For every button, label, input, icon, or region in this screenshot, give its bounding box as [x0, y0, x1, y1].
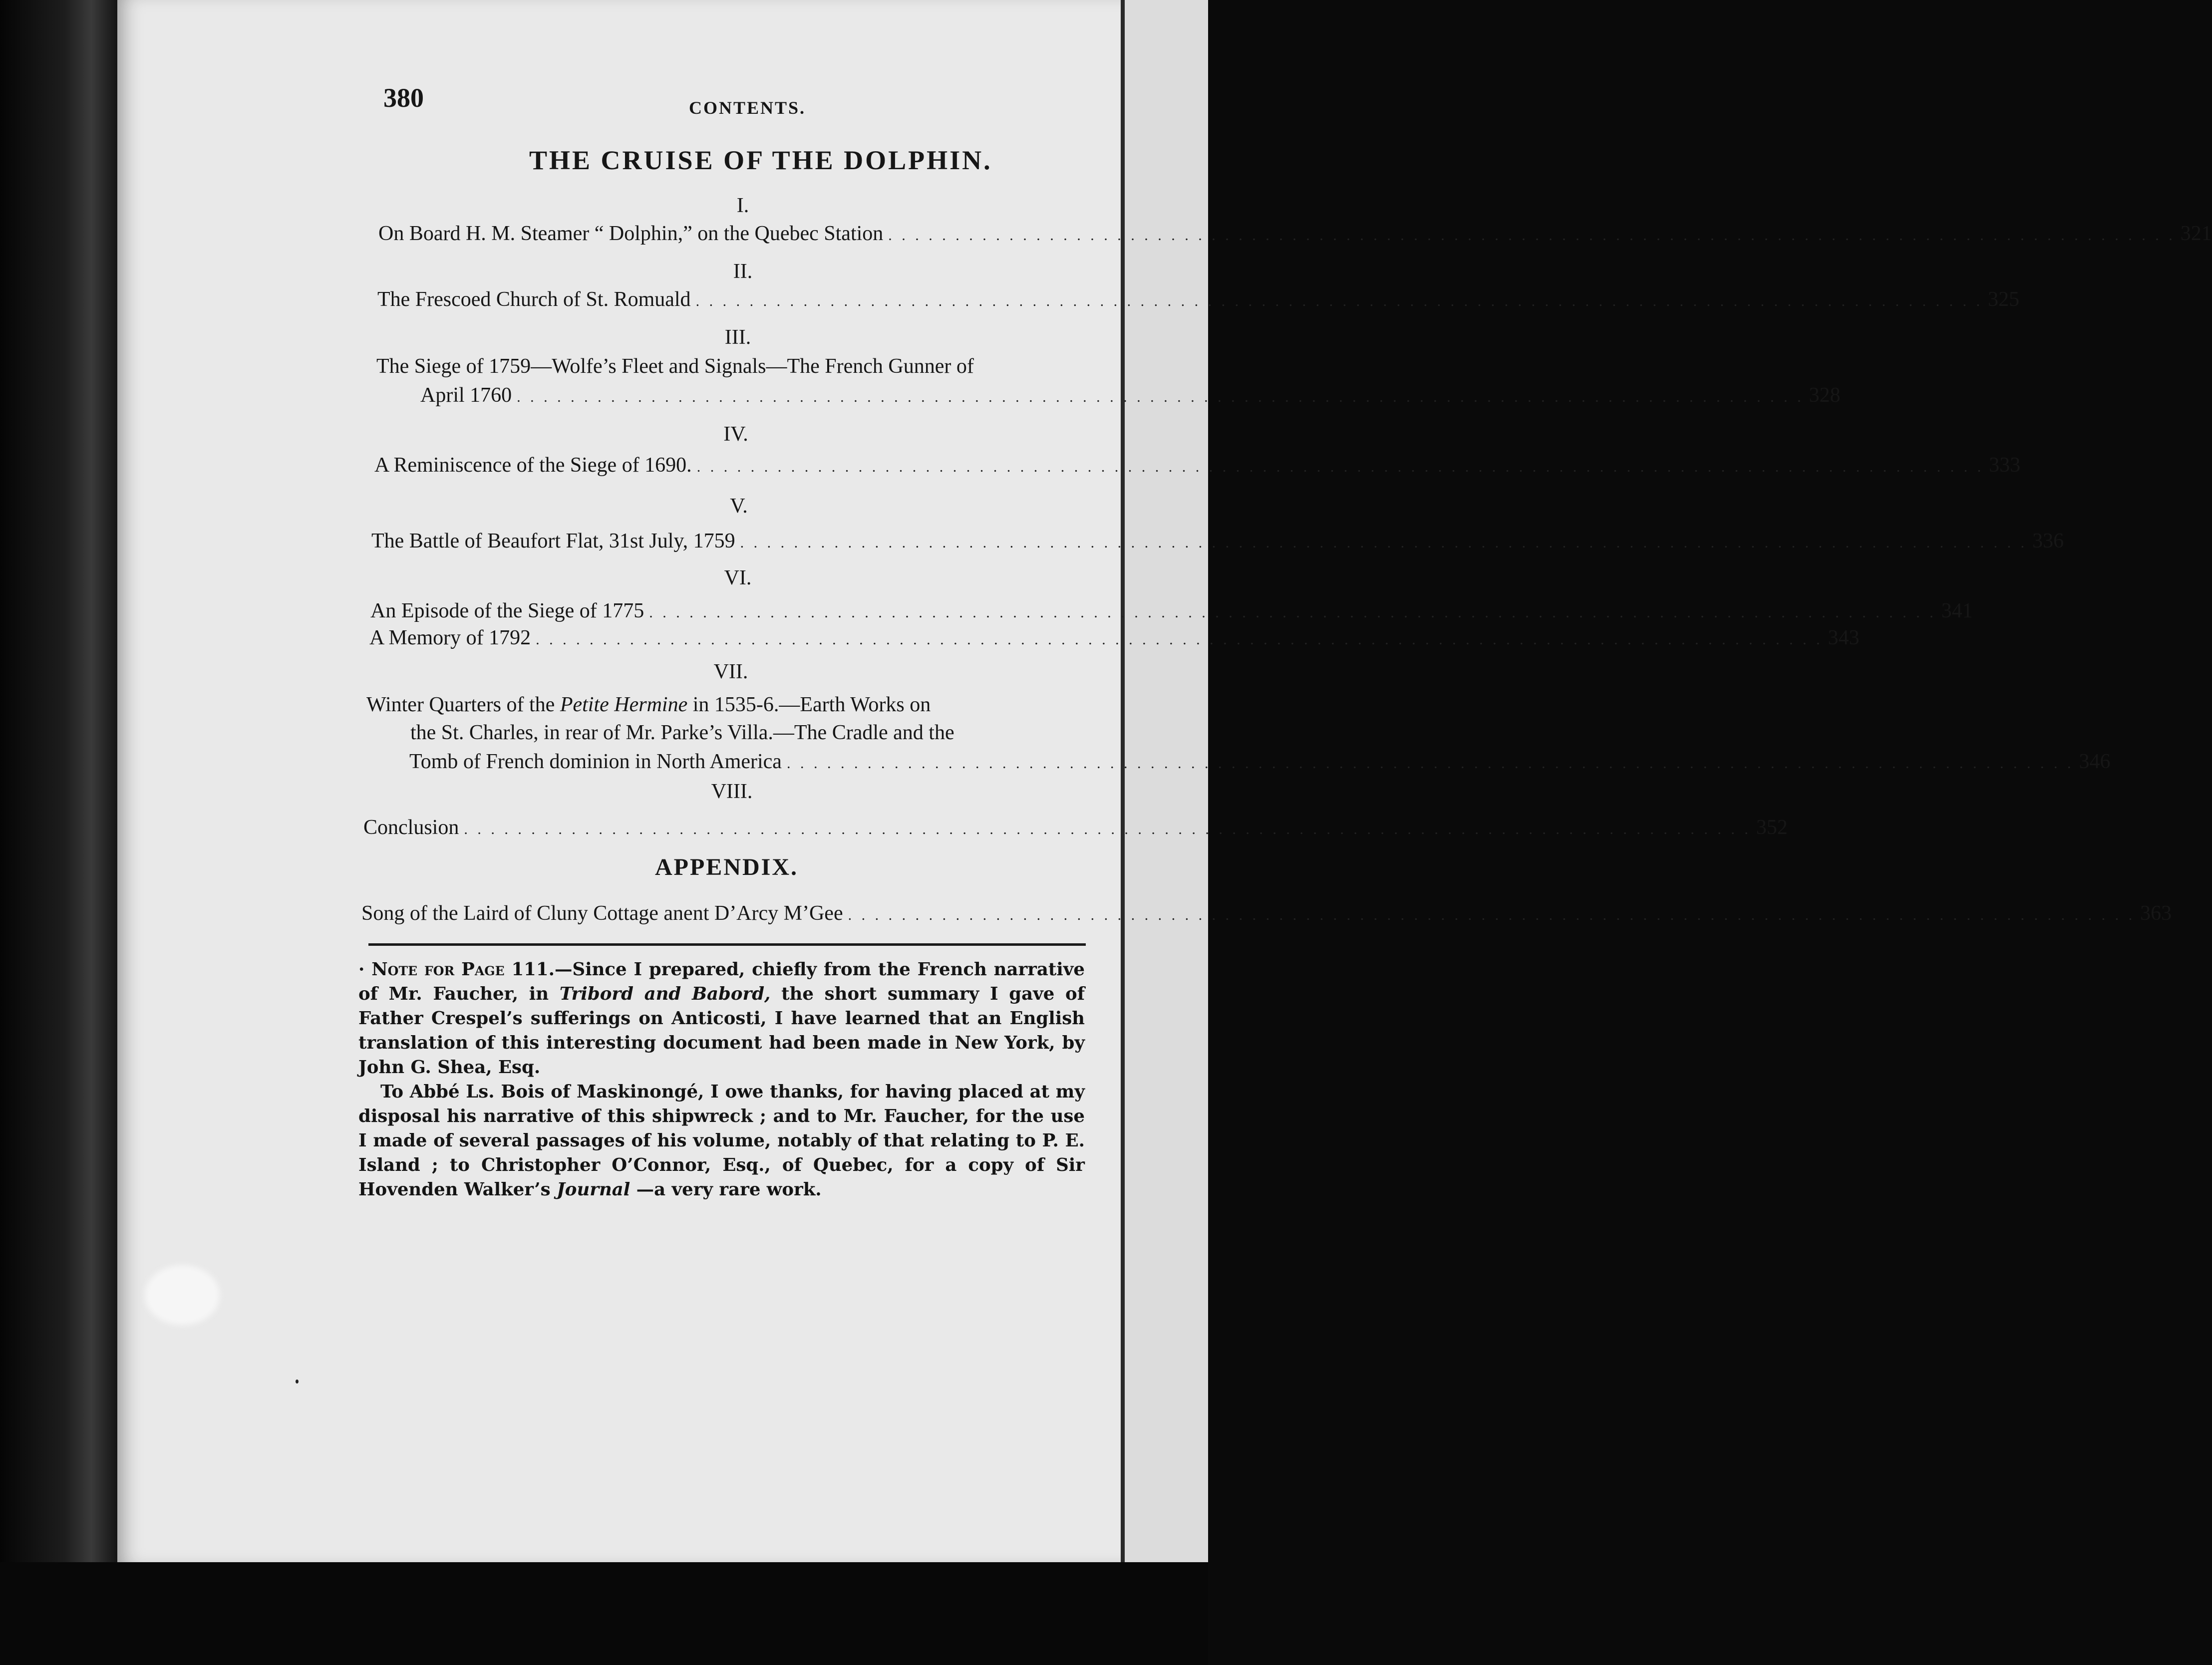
toc-entry — [361, 899, 2172, 929]
footnote-paragraph — [358, 1080, 1085, 1202]
note-text: —a very rare work. — [630, 1179, 822, 1200]
section-title: THE CRUISE OF THE DOLPHIN. — [529, 145, 992, 175]
chapter-numeral: IV. — [723, 423, 748, 446]
title-text: Winter Quarters of the — [366, 693, 560, 716]
chapter-numeral: I. — [736, 194, 749, 217]
note-text: To Abbé Ls. Bois of Maskinongé, I owe thanks, for having placed at my disposal his narrative of this shipwreck ; and to Mr. Faucher, for the use I made of several passages of his volume, notably of that relating to P. E. Island ; to Christopher O’Connor, Esq., of Quebec, for a copy of Sir Hovenden Walker’s — [358, 1082, 1085, 1200]
ship-name-italic: Petite Hermine — [560, 693, 688, 716]
book-spine — [0, 0, 117, 1665]
toc-entry-page: 328 — [1809, 384, 1841, 407]
leader-dots: . . . . . . . . . . . . . . . . . . . . . . . . . . . . . . . . . . . . . . . . . . . . . . . . . . . . . . . . . . . . . . . . . . . . . . . . . . . . . . . . . . . . . . . . . . . . . . . . — [740, 535, 2028, 551]
leader-dots: . . . . . . . . . . . . . . . . . . . . . . . . . . . . . . . . . . . . . . . . . . . . . . . . . . . . . . . . . . . . . . . . . . . . . . . . . . . . . . . . . . . . . . . . . . . . . . . . — [464, 821, 1751, 837]
toc-entry-page: 325 — [1988, 288, 2020, 311]
chapter-numeral: VI. — [724, 566, 752, 589]
toc-entry-page: 321 — [2180, 222, 2212, 245]
toc-entry-title: Conclusion — [363, 816, 459, 839]
toc-entry-page: 363 — [2140, 902, 2172, 925]
book-title-italic: Tribord and Babord, — [559, 984, 771, 1004]
toc-entry-title: Tomb of French dominion in North America — [409, 750, 782, 773]
toc-entry-title: Song of the Laird of Cluny Cottage anent D’Arcy M’Gee — [361, 902, 843, 925]
toc-entry-page: 352 — [1756, 816, 1788, 839]
toc-entry — [378, 220, 2212, 250]
toc-entry-title: The Battle of Beaufort Flat, 31st July, 1759 — [371, 530, 735, 553]
toc-entry-page: 346 — [2079, 750, 2111, 773]
leader-dots: . . . . . . . . . . . . . . . . . . . . . . . . . . . . . . . . . . . . . . . . . . . . . . . . . . . . . . . . . . . . . . . . . . . . . . . . . . . . . . . . . . . . . . . . . . . . . . . . — [649, 604, 1936, 621]
leader-dots: . . . . . . . . . . . . . . . . . . . . . . . . . . . . . . . . . . . . . . . . . . . . . . . . . . . . . . . . . . . . . . . . . . . . . . . . . . . . . . . . . . . . . . . . . . . . . . . . — [536, 631, 1823, 648]
note-text: —Since I prepared, chiefly from the French narrative of Mr. Faucher, in — [358, 959, 1085, 1004]
leader-dots: . . . . . . . . . . . . . . . . . . . . . . . . . . . . . . . . . . . . . . . . . . . . . . . . . . . . . . . . . . . . . . . . . . . . . . . . . . . . . . . . . . . . . . . . . . . . . . . . — [695, 293, 1983, 309]
toc-entry-title: The Frescoed Church of St. Romuald — [377, 288, 691, 311]
leader-dots: . . . . . . . . . . . . . . . . . . . . . . . . . . . . . . . . . . . . . . . . . . . . . . . . . . . . . . . . . . . . . . . . . . . . . . . . . . . . . . . . . . . . . . . . . . . . . . . . — [786, 755, 2074, 772]
leader-dots: . . . . . . . . . . . . . . . . . . . . . . . . . . . . . . . . . . . . . . . . . . . . . . . . . . . . . . . . . . . . . . . . . . . . . . . . . . . . . . . . . . . . . . . . . . . . . . . . — [517, 389, 1804, 405]
journal-title-italic: Journal — [556, 1179, 631, 1200]
toc-entry — [377, 285, 2020, 315]
chapter-numeral: VII. — [713, 660, 748, 683]
title-text: in 1535-6.—Earth Works on — [687, 693, 931, 716]
toc-entry — [363, 814, 1788, 843]
toc-entry — [371, 527, 2064, 557]
appendix-title: APPENDIX. — [655, 854, 798, 880]
leader-dots: . . . . . . . . . . . . . . . . . . . . . . . . . . . . . . . . . . . . . . . . . . . . . . . . . . . . . . . . . . . . . . . . . . . . . . . . . . . . . . . . . . . . . . . . . . . . . . . . — [696, 459, 1984, 475]
paper-blot — [145, 1265, 220, 1325]
toc-entry-page: 341 — [1941, 599, 1973, 622]
leader-dots: . . . . . . . . . . . . . . . . . . . . . . . . . . . . . . . . . . . . . . . . . . . . . . . . . . . . . . . . . . . . . . . . . . . . . . . . . . . . . . . . . . . . . . . . . . . . . . . . — [848, 907, 2136, 923]
toc-entry-title: A Memory of 1792 — [369, 626, 531, 649]
toc-entry-title: A Reminiscence of the Siege of 1690. — [374, 454, 692, 477]
toc-entry-title: On Board H. M. Steamer “ Dolphin,” on the Quebec Station — [378, 222, 884, 245]
leader-dots: . . . . . . . . . . . . . . . . . . . . . . . . . . . . . . . . . . . . . . . . . . . . . . . . . . . . . . . . . . . . . . . . . . . . . . . . . . . . . . . . . . . . . . . . . . . . . . . . — [888, 227, 2176, 244]
horizontal-rule — [368, 943, 1086, 946]
running-head: CONTENTS. — [689, 98, 806, 118]
chapter-numeral: III. — [724, 326, 751, 349]
toc-entry — [420, 381, 1841, 411]
note-label: Note for Page 111. — [371, 959, 555, 980]
footnote-paragraph — [358, 957, 1085, 1080]
toc-entry-page: 336 — [2032, 530, 2064, 553]
ink-speck — [296, 1380, 299, 1384]
toc-entry-title: An Episode of the Siege of 1775 — [370, 599, 644, 622]
chapter-numeral: V. — [730, 495, 748, 518]
toc-entry — [370, 597, 1973, 627]
toc-entry — [369, 624, 1860, 654]
note-text: the short summary I gave of Father Crespel’s sufferings on Anticosti, I have learned that an English translation of this interesting document had been made in New York, by John G. Shea, Esq. — [358, 984, 1085, 1078]
toc-entry-title-line — [366, 691, 931, 719]
chapter-numeral: VIII. — [711, 780, 753, 803]
toc-entry-title: April 1760 — [420, 384, 512, 407]
note-mark: · — [358, 959, 372, 980]
toc-entry-page: 333 — [1989, 454, 2021, 477]
footnote — [358, 957, 1085, 1202]
scan-background — [0, 1562, 1208, 1665]
chapter-numeral: II. — [733, 260, 753, 283]
toc-entry-title-line: the St. Charles, in rear of Mr. Parke’s Villa.—The Cradle and the — [410, 721, 954, 744]
toc-entry-title-line: The Siege of 1759—Wolfe’s Fleet and Signals—The French Gunner of — [376, 355, 974, 378]
toc-entry — [409, 748, 2111, 778]
toc-entry-page: 343 — [1828, 626, 1860, 649]
toc-entry — [374, 451, 2021, 481]
page-number: 380 — [383, 83, 424, 113]
